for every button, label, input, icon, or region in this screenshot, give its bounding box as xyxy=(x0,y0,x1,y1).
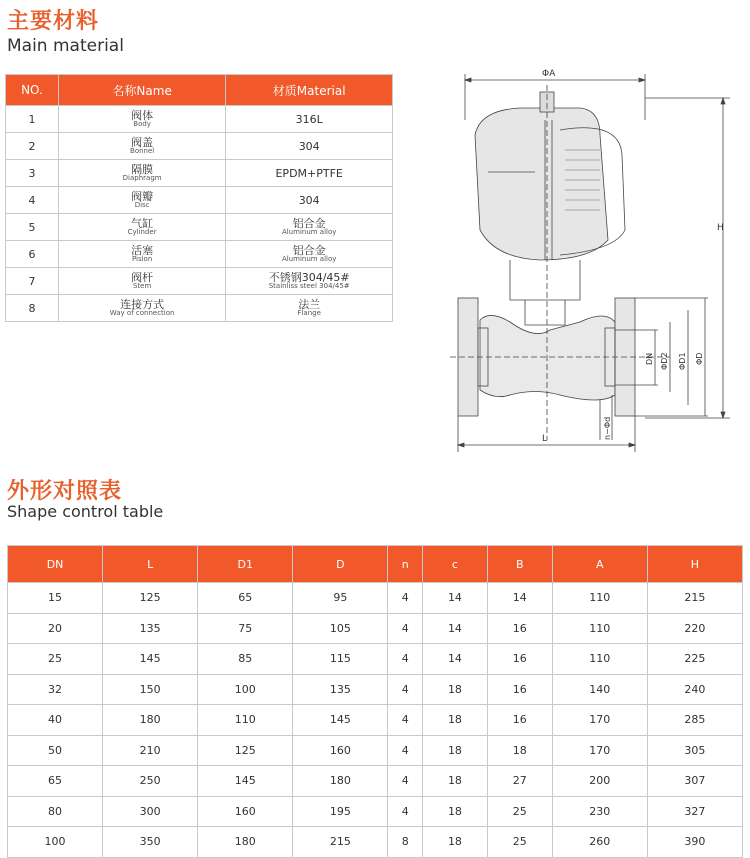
table-cell: 4 xyxy=(388,674,423,705)
table-row xyxy=(8,674,743,705)
table-cell: 135 xyxy=(103,613,198,644)
shape-table-header xyxy=(8,546,743,583)
no-cell: 7 xyxy=(6,268,59,295)
table-cell: 215 xyxy=(647,583,742,614)
table-cell: 150 xyxy=(103,674,198,705)
material-en: Flange xyxy=(297,308,321,317)
table-cell: 16 xyxy=(487,674,552,705)
shape-table xyxy=(7,545,743,858)
table-cell: 350 xyxy=(103,827,198,858)
no-cell: 1 xyxy=(6,106,59,133)
table-cell: 230 xyxy=(552,796,647,827)
name-cell xyxy=(58,133,226,160)
name-cn: 活塞 xyxy=(131,244,154,257)
name-cn: 阀体 xyxy=(131,109,154,122)
material-cell xyxy=(226,241,393,268)
table-row xyxy=(6,295,393,322)
no-cell: 6 xyxy=(6,241,59,268)
header-4: n xyxy=(388,546,423,583)
name-en: Bonnel xyxy=(130,147,155,155)
table-row xyxy=(6,106,393,133)
table-cell: 240 xyxy=(647,674,742,705)
material-cell xyxy=(226,133,393,160)
label-phiD1: ΦD1 xyxy=(678,352,687,370)
table-row xyxy=(8,705,743,736)
table-cell: 260 xyxy=(552,827,647,858)
table-cell: 390 xyxy=(647,827,742,858)
table-cell: 215 xyxy=(293,827,388,858)
table-cell: 14 xyxy=(423,644,488,675)
material-cn: 铝合金 xyxy=(292,243,326,257)
table-cell: 135 xyxy=(293,674,388,705)
table-cell: 20 xyxy=(8,613,103,644)
header-8: H xyxy=(647,546,742,583)
table-cell: 4 xyxy=(388,796,423,827)
table-cell: 4 xyxy=(388,705,423,736)
table-row xyxy=(6,187,393,214)
name-en: Way of connection xyxy=(109,309,175,317)
no-cell: 8 xyxy=(6,295,59,322)
name-cell xyxy=(58,187,226,214)
table-cell: 170 xyxy=(552,705,647,736)
table-cell: 75 xyxy=(198,613,293,644)
table-cell: 195 xyxy=(293,796,388,827)
material-cn: 304 xyxy=(298,139,320,153)
table-cell: 327 xyxy=(647,796,742,827)
table-cell: 40 xyxy=(8,705,103,736)
table-cell: 225 xyxy=(647,644,742,675)
table-cell: 180 xyxy=(198,827,293,858)
table-row xyxy=(8,613,743,644)
material-cell xyxy=(226,295,393,322)
table-cell: 18 xyxy=(487,735,552,766)
table-row xyxy=(6,268,393,295)
material-cell xyxy=(226,160,393,187)
table-cell: 125 xyxy=(198,735,293,766)
header-name: 名称Name xyxy=(58,75,226,106)
table-cell: 180 xyxy=(293,766,388,797)
header-2: D1 xyxy=(198,546,293,583)
section-title-main-material-en: Main material xyxy=(7,36,124,56)
table-cell: 125 xyxy=(103,583,198,614)
table-row xyxy=(8,735,743,766)
material-cn: 不锈钢304/45# xyxy=(268,270,350,284)
table-cell: 16 xyxy=(487,644,552,675)
name-cell xyxy=(58,241,226,268)
table-cell: 285 xyxy=(647,705,742,736)
table-cell: 18 xyxy=(423,827,488,858)
label-nphid: n−Φd xyxy=(603,416,612,440)
table-cell: 160 xyxy=(198,796,293,827)
material-en: Aluminum alloy xyxy=(281,227,337,236)
material-table-header xyxy=(6,75,393,106)
header-no: NO. xyxy=(6,75,59,106)
name-en: Stem xyxy=(132,282,152,290)
material-cell xyxy=(226,106,393,133)
material-cell xyxy=(226,268,393,295)
table-row xyxy=(6,133,393,160)
table-cell: 115 xyxy=(293,644,388,675)
table-row xyxy=(6,214,393,241)
label-L: L xyxy=(542,434,548,444)
material-cn: 铝合金 xyxy=(292,216,326,230)
header-1: L xyxy=(103,546,198,583)
table-cell: 110 xyxy=(552,583,647,614)
name-en: Pislon xyxy=(131,255,153,263)
label-phiD: ΦD xyxy=(695,352,704,365)
table-cell: 220 xyxy=(647,613,742,644)
table-cell: 25 xyxy=(487,796,552,827)
table-cell: 27 xyxy=(487,766,552,797)
table-cell: 100 xyxy=(8,827,103,858)
header-0: DN xyxy=(8,546,103,583)
table-cell: 110 xyxy=(552,644,647,675)
table-cell: 25 xyxy=(8,644,103,675)
table-cell: 50 xyxy=(8,735,103,766)
label-phiA: ΦA xyxy=(542,69,556,79)
header-5: c xyxy=(423,546,488,583)
table-cell: 200 xyxy=(552,766,647,797)
name-en: Cylinder xyxy=(127,228,157,236)
table-cell: 14 xyxy=(487,583,552,614)
name-cell xyxy=(58,214,226,241)
name-cn: 阀杆 xyxy=(131,271,154,284)
table-cell: 110 xyxy=(552,613,647,644)
table-cell: 16 xyxy=(487,613,552,644)
table-cell: 32 xyxy=(8,674,103,705)
name-cell xyxy=(58,268,226,295)
table-cell: 80 xyxy=(8,796,103,827)
section-title-shape-en: Shape control table xyxy=(7,502,164,521)
table-cell: 145 xyxy=(198,766,293,797)
table-cell: 210 xyxy=(103,735,198,766)
table-cell: 4 xyxy=(388,735,423,766)
table-cell: 307 xyxy=(647,766,742,797)
section-title-shape-cn: 外形对照表 xyxy=(7,479,123,504)
name-cell xyxy=(58,106,226,133)
table-cell: 65 xyxy=(198,583,293,614)
no-cell: 5 xyxy=(6,214,59,241)
table-cell: 14 xyxy=(423,583,488,614)
table-cell: 18 xyxy=(423,735,488,766)
table-row xyxy=(8,766,743,797)
name-en: Diaphragm xyxy=(122,174,162,182)
material-cn: 316L xyxy=(295,112,323,126)
table-row xyxy=(8,644,743,675)
table-cell: 18 xyxy=(423,796,488,827)
material-cn: 法兰 xyxy=(298,297,321,311)
material-cn: 304 xyxy=(298,193,320,207)
table-cell: 18 xyxy=(423,705,488,736)
no-cell: 3 xyxy=(6,160,59,187)
header-7: A xyxy=(552,546,647,583)
table-cell: 4 xyxy=(388,583,423,614)
table-cell: 300 xyxy=(103,796,198,827)
table-row xyxy=(6,241,393,268)
header-3: D xyxy=(293,546,388,583)
name-en: Disc xyxy=(134,201,150,209)
name-cn: 气缸 xyxy=(131,217,154,230)
table-row xyxy=(6,160,393,187)
table-cell: 15 xyxy=(8,583,103,614)
label-phiD2: ΦD2 xyxy=(660,352,669,370)
name-cn: 阀瓣 xyxy=(131,190,154,203)
table-cell: 4 xyxy=(388,766,423,797)
table-cell: 16 xyxy=(487,705,552,736)
material-cell xyxy=(226,187,393,214)
table-cell: 140 xyxy=(552,674,647,705)
table-row xyxy=(8,827,743,858)
table-cell: 145 xyxy=(293,705,388,736)
table-row xyxy=(8,796,743,827)
table-cell: 105 xyxy=(293,613,388,644)
material-cn: EPDM+PTFE xyxy=(275,166,343,180)
table-cell: 180 xyxy=(103,705,198,736)
name-cell xyxy=(58,295,226,322)
name-cell xyxy=(58,160,226,187)
table-cell: 170 xyxy=(552,735,647,766)
section-title-main-material-cn: 主要材料 xyxy=(7,9,100,34)
name-cn: 阀盖 xyxy=(131,136,154,149)
label-DN: DN xyxy=(645,352,654,365)
table-cell: 145 xyxy=(103,644,198,675)
table-cell: 250 xyxy=(103,766,198,797)
material-en: Aluminum alloy xyxy=(281,254,337,263)
valve-drawing xyxy=(440,60,745,460)
table-cell: 25 xyxy=(487,827,552,858)
table-cell: 4 xyxy=(388,613,423,644)
no-cell: 2 xyxy=(6,133,59,160)
label-H: H xyxy=(717,223,724,233)
material-en: Stainliss steel 304/45# xyxy=(268,281,350,290)
table-row xyxy=(8,583,743,614)
table-cell: 95 xyxy=(293,583,388,614)
table-cell: 18 xyxy=(423,766,488,797)
header-6: B xyxy=(487,546,552,583)
table-cell: 160 xyxy=(293,735,388,766)
material-cell xyxy=(226,214,393,241)
name-cn: 隔膜 xyxy=(131,163,154,176)
table-cell: 100 xyxy=(198,674,293,705)
table-cell: 18 xyxy=(423,674,488,705)
table-cell: 85 xyxy=(198,644,293,675)
table-cell: 65 xyxy=(8,766,103,797)
table-cell: 110 xyxy=(198,705,293,736)
table-cell: 8 xyxy=(388,827,423,858)
material-table xyxy=(5,74,393,322)
table-cell: 14 xyxy=(423,613,488,644)
name-en: Body xyxy=(133,120,151,128)
table-cell: 4 xyxy=(388,644,423,675)
table-cell: 305 xyxy=(647,735,742,766)
header-material: 材质Material xyxy=(226,75,393,106)
no-cell: 4 xyxy=(6,187,59,214)
name-cn: 连接方式 xyxy=(120,298,165,311)
